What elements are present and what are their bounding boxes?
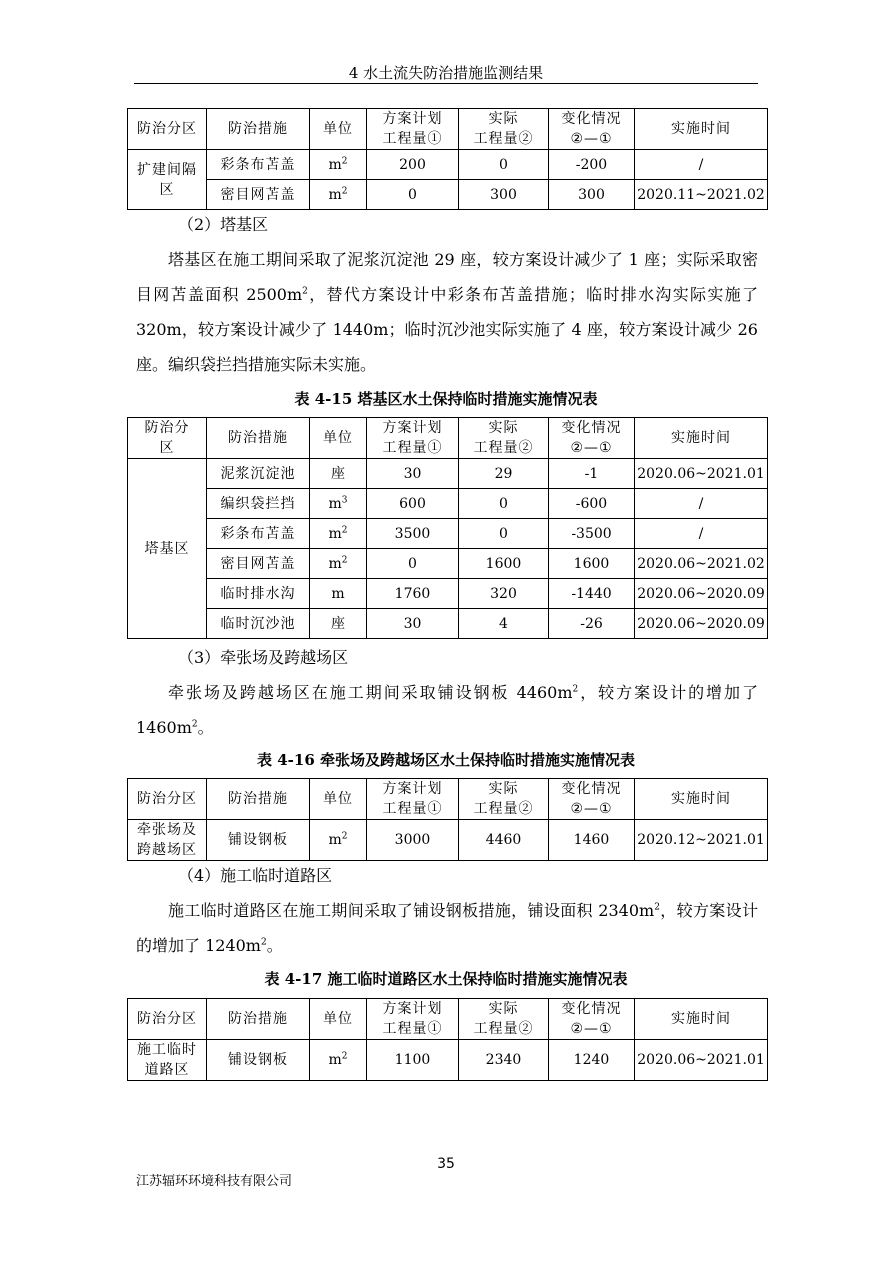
header-change-line2: ②—① [570,440,613,456]
zone-line2: 跨越场区 [137,842,197,858]
unit-text: m [328,555,342,572]
plan-cell: 600 [367,489,459,519]
unit-cell [310,609,367,639]
zone-line2: 道路区 [144,1062,190,1078]
actual-cell: 0 [459,150,549,180]
unit-text: m [331,585,345,602]
caption-table-4-15: 表 4-15 塔基区水土保持临时措施实施情况表 [294,390,598,408]
unit-cell [310,519,367,549]
time-cell: / [635,519,768,549]
paragraph-sup: 2 [302,286,308,297]
time-cell: 2020.06~2021.01 [635,459,768,489]
unit-cell [310,180,367,210]
unit-sup: 3 [341,494,348,505]
change-cell: 1240 [549,1040,635,1081]
measure-cell: 彩条布苫盖 [207,519,310,549]
change-cell: 1460 [549,820,635,861]
unit-sup: 2 [341,831,348,842]
unit-cell [310,150,367,180]
header-change-line2: ②—① [570,801,613,817]
unit-sup: 2 [341,554,348,565]
paragraph-text-1: 牵张场及跨越场区在施工期间采取铺设钢板 4460m [168,683,573,702]
header-zone [128,418,207,459]
paragraph-text-3: 。 [197,718,214,737]
unit-cell [310,549,367,579]
unit-cell [310,459,367,489]
header-change-line1: 变化情况 [561,420,622,436]
measure-cell: 铺设钢板 [207,1040,310,1081]
measure-cell: 密目网苫盖 [207,180,310,210]
header-measure: 防治措施 [207,779,310,820]
time-cell: 2020.06~2021.01 [635,1040,768,1081]
table-4-17 [127,998,768,1081]
change-cell: -26 [549,609,635,639]
paragraph-text-1: 塔基区在施工期间采取了泥浆沉淀池 29 座，较方案设计减少了 1 座；实际采取密目网苫盖面积 2500m [136,250,758,304]
header-change [549,418,635,459]
actual-cell: 0 [459,489,549,519]
unit-text: m [328,186,342,203]
measure-cell: 编织袋拦挡 [207,489,310,519]
plan-cell: 1760 [367,579,459,609]
plan-cell: 1100 [367,1040,459,1081]
time-cell: 2020.06~2020.09 [635,609,768,639]
unit-cell [310,1040,367,1081]
header-actual-line2: 工程量② [473,131,534,147]
change-cell: -3500 [549,519,635,549]
change-cell: -200 [549,150,635,180]
measure-cell: 密目网苫盖 [207,549,310,579]
measure-cell: 临时排水沟 [207,579,310,609]
measure-cell: 彩条布苫盖 [207,150,310,180]
header-actual [459,418,549,459]
measure-cell: 铺设钢板 [207,820,310,861]
unit-text: 座 [331,465,345,482]
change-cell: -1440 [549,579,635,609]
header-zone: 防治分区 [128,109,207,150]
table-expansion-bay [127,108,768,210]
header-change [549,779,635,820]
table-row [128,1040,768,1081]
zone-cell [128,150,207,210]
header-zone: 防治分区 [128,779,207,820]
measure-cell: 临时沉沙池 [207,609,310,639]
zone-line2: 区 [159,181,175,198]
header-actual [459,779,549,820]
paragraph-tower-base [136,242,758,382]
actual-cell: 29 [459,459,549,489]
plan-cell: 30 [367,609,459,639]
table-4-15 [127,417,768,639]
paragraph-text-1: 施工临时道路区在施工期间采取了铺设钢板措施，铺设面积 2340m [168,901,655,920]
header-change [549,109,635,150]
paragraph-sup-2: 2 [260,937,267,948]
unit-text: m [328,1052,342,1068]
header-actual-line2: 工程量② [473,440,534,456]
header-unit: 单位 [310,109,367,150]
change-cell: 300 [549,180,635,210]
unit-sup: 2 [341,524,348,535]
header-actual [459,999,549,1040]
header-zone-line2: 区 [159,440,175,456]
actual-cell: 4 [459,609,549,639]
table-header-row [128,779,768,820]
header-actual-line2: 工程量② [473,1021,534,1037]
table-row [128,489,768,519]
change-cell: -1 [549,459,635,489]
actual-cell: 0 [459,519,549,549]
header-unit: 单位 [310,418,367,459]
time-cell: 2020.06~2020.09 [635,579,768,609]
section-heading-temp-road: （4）施工临时道路区 [178,866,333,885]
header-time: 实施时间 [635,109,768,150]
header-actual-line1: 实际 [488,111,519,127]
header-actual-line1: 实际 [488,781,519,797]
actual-cell: 320 [459,579,549,609]
paragraph-temp-road [136,893,758,963]
table-header-row [128,999,768,1040]
page-number: 35 [437,1156,455,1172]
caption-table-4-16: 表 4-16 牵张场及跨越场区水土保持临时措施实施情况表 [257,751,635,769]
unit-text: m [328,525,342,542]
header-measure: 防治措施 [207,109,310,150]
unit-sup: 2 [341,185,348,196]
actual-cell: 300 [459,180,549,210]
header-actual-line1: 实际 [488,420,519,436]
paragraph-sup-1: 2 [654,902,660,913]
unit-cell [310,489,367,519]
header-rule [134,83,758,84]
paragraph-text-3: 。 [266,936,283,955]
section-heading-tension-field: （3）牵张场及跨越场区 [178,648,349,667]
header-time: 实施时间 [635,779,768,820]
header-plan-line2: 工程量① [382,801,443,817]
table-row [128,459,768,489]
zone-line1: 施工临时 [137,1042,197,1058]
section-heading-tower-base: （2）塔基区 [178,215,269,234]
header-zone: 防治分区 [128,999,207,1040]
header-change [549,999,635,1040]
unit-text: m [328,156,342,173]
paragraph-sup-2: 2 [191,719,198,730]
header-measure: 防治措施 [207,418,310,459]
header-actual-line2: 工程量② [473,801,534,817]
table-row [128,549,768,579]
unit-sup: 2 [341,155,348,166]
plan-cell: 200 [367,150,459,180]
time-cell: / [635,489,768,519]
table-row [128,820,768,861]
unit-text: m [328,495,342,512]
zone-cell: 塔基区 [128,459,207,639]
company-name: 江苏辐环环境科技有限公司 [136,1174,293,1189]
plan-cell: 3000 [367,820,459,861]
header-change-line2: ②—① [570,1021,613,1037]
header-change-line2: ②—① [570,131,613,147]
header-plan-line1: 方案计划 [382,781,443,797]
zone-line1: 扩建间隔 [137,161,197,178]
header-plan-line2: 工程量① [382,1021,443,1037]
table-row [128,150,768,180]
time-cell: 2020.11~2021.02 [635,180,768,210]
header-time: 实施时间 [635,418,768,459]
table-row [128,180,768,210]
header-actual [459,109,549,150]
header-plan-line1: 方案计划 [382,420,443,436]
table-header-row [128,418,768,459]
header-measure: 防治措施 [207,999,310,1040]
unit-cell [310,820,367,861]
plan-cell: 3500 [367,519,459,549]
header-change-line1: 变化情况 [561,111,622,127]
header-plan [367,779,459,820]
plan-cell: 0 [367,549,459,579]
actual-cell: 4460 [459,820,549,861]
time-cell: 2020.12~2021.01 [635,820,768,861]
header-plan [367,109,459,150]
header-plan [367,999,459,1040]
paragraph-text-2: ，替代方案设计中彩条布苫盖措施；临时排水沟实际实施了 320m，较方案设计减少了 1440m；临时沉沙池实际实施了 4 座，较方案设计减少 26 座。编织袋拦挡措施实际未实施。 [136,285,758,374]
time-cell: 2020.06~2021.02 [635,549,768,579]
header-zone-line1: 防治分 [144,420,190,436]
table-row [128,579,768,609]
measure-cell: 泥浆沉淀池 [207,459,310,489]
plan-cell: 30 [367,459,459,489]
header-plan-line1: 方案计划 [382,111,443,127]
table-header-row [128,109,768,150]
table-4-16 [127,778,768,861]
zone-cell [128,1040,207,1081]
unit-cell [310,579,367,609]
header-plan-line1: 方案计划 [382,1001,443,1017]
actual-cell: 2340 [459,1040,549,1081]
unit-sup: 2 [341,1051,348,1062]
header-unit: 单位 [310,779,367,820]
header-plan [367,418,459,459]
header-unit: 单位 [310,999,367,1040]
header-plan-line2: 工程量① [382,131,443,147]
change-cell: -600 [549,489,635,519]
header-time: 实施时间 [635,999,768,1040]
paragraph-sup-1: 2 [572,684,579,695]
paragraph-text-2: ，较方案设计的增加了 1240m [136,901,758,955]
header-actual-line1: 实际 [488,1001,519,1017]
table-row [128,609,768,639]
zone-line1: 牵张场及 [137,822,197,838]
change-cell: 1600 [549,549,635,579]
running-header: 4 水土流失防治措施监测结果 [348,64,544,82]
time-cell: / [635,150,768,180]
zone-cell [128,820,207,861]
actual-cell: 1600 [459,549,549,579]
paragraph-tension-field [136,675,758,745]
header-change-line1: 变化情况 [561,1001,622,1017]
paragraph-text-2: ，较方案设计的增加了 1460m [136,683,758,737]
unit-text: m [328,832,342,848]
unit-text: 座 [331,615,345,632]
plan-cell: 0 [367,180,459,210]
header-plan-line2: 工程量① [382,440,443,456]
header-change-line1: 变化情况 [561,781,622,797]
caption-table-4-17: 表 4-17 施工临时道路区水土保持临时措施实施情况表 [264,970,628,988]
table-row [128,519,768,549]
